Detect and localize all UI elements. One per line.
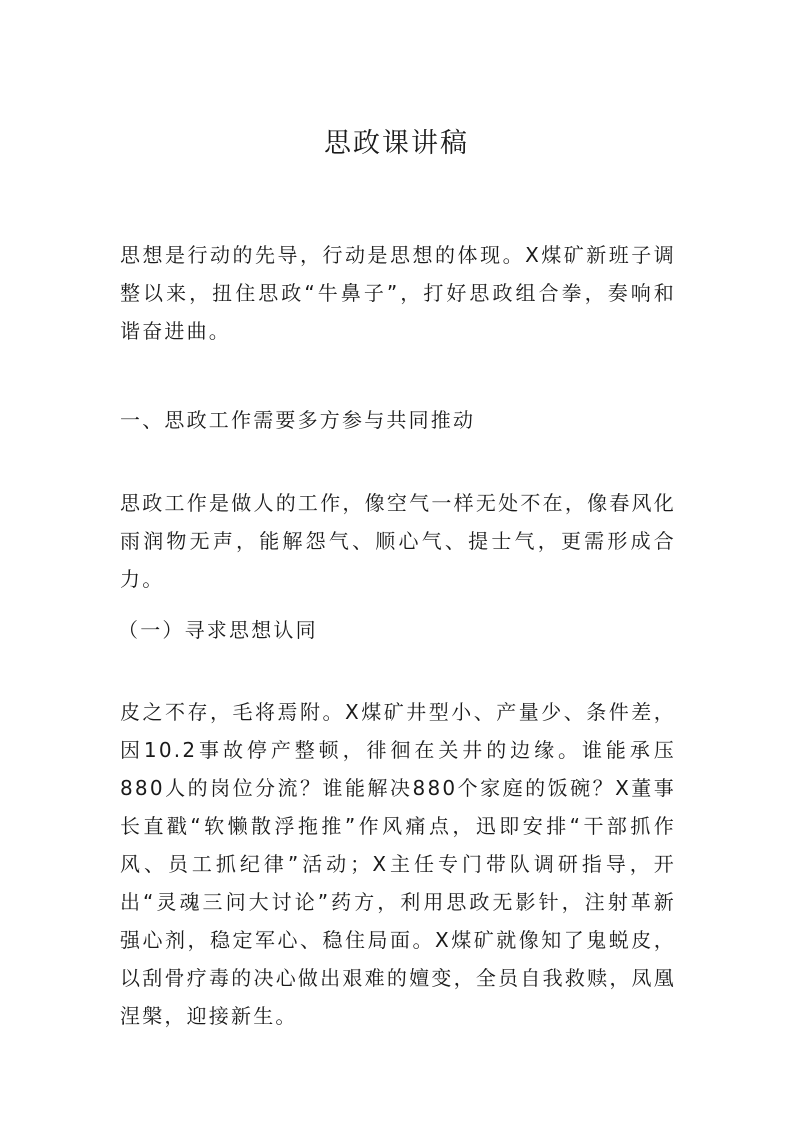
subsection-heading-1: （一）寻求思想认同: [118, 618, 318, 642]
intro-paragraph: 思想是行动的先导，行动是思想的体现。X煤矿新班子调整以来，扭住思政“牛鼻子”，打好思政组合拳，奏响和谐奋进曲。: [120, 243, 676, 343]
section-heading-1: 一、思政工作需要多方参与共同推动: [120, 408, 476, 432]
document-title: 思政课讲稿: [324, 128, 469, 159]
subsection-1-paragraph: 皮之不存，毛将焉附。X煤矿井型小、产量少、条件差，因10.2事故停产整顿，徘徊在关井的边缘。谁能承压880人的岗位分流？谁能解决880个家庭的饭碗？X董事长直戳“软懒散浮拖推”作风痛点，迅即安排“干部抓作风、员工抓纪律”活动；X主任专门带队调研指导，开出“灵魂三问大讨论”药方，利用思政无影针，注射革新强心剂，稳定军心、稳住局面。X煤矿就像知了鬼蜕皮，以刮骨疗毒的决心做出艰难的嬗变，全员自我救赎，凤凰涅槃，迎接新生。: [120, 700, 676, 1028]
section-1-paragraph: 思政工作是做人的工作，像空气一样无处不在，像春风化雨润物无声，能解怨气、顺心气、提士气，更需形成合力。: [120, 491, 676, 591]
